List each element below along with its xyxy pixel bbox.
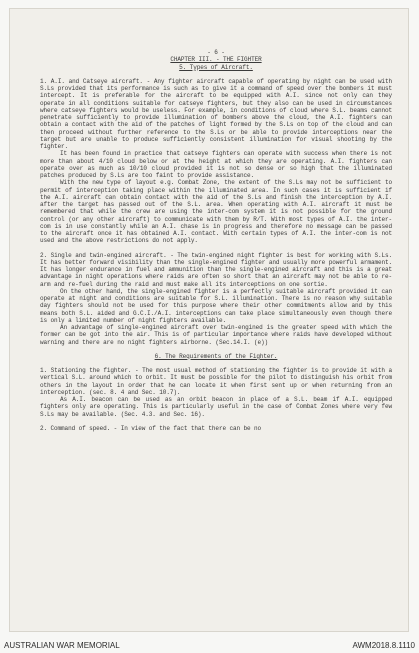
paragraph-2: It has been found in practice that catseye fighters can operate with success when there is not more than about 4/10 cloud below or at the height at which they are operating. A.I. fighters can operate over as much as 10/10 cloud provided it is not so dense or so high that the illuminated patches produced by S.Ls are too faint to provide assistance. — [40, 150, 392, 179]
page-number: - 6 - — [207, 49, 225, 56]
paragraph-5: On the other hand, the single-engined fighter is a perfectly suitable aircraft provided it can operate at night and conditions are suitable for S.L. illumination. There is no reason why suitable day fighters should not be used for this purpose where their other commitments allow and by this means both S.L. aided and G.C.I./A.I. interceptions can take place simultaneously even though there is only a limited number of night fighters available. — [40, 287, 392, 324]
paragraph-4: 2. Single and twin-engined aircraft. - The twin-engined night fighter is best for working with S.Ls. It has better forward visibility than the single-engined fighter and usually more powerful armament. It has longer endurance in fuel and ammunition than the single-engined aircraft and this is a great advantage in night operations where raids are often so short that an aircraft may not be able to re-arm and re-fuel during the raid and must make all its interceptions on one sortie. — [40, 251, 392, 288]
attribution-footer — [0, 640, 419, 653]
paragraph-6: An advantage of single-engined aircraft over twin-engined is the greater speed with which the former can be got into the air. This is of particular importance where raids have developed without warning and there are no night fighters airborne. (Sec.14.I. (e)) — [40, 324, 392, 346]
footer-reference: AWM2018.8.1110 — [352, 641, 415, 650]
section-heading-5: 5. Types of Aircraft. — [179, 63, 253, 71]
footer-source: AUSTRALIAN WAR MEMORIAL — [4, 641, 120, 650]
section-heading-6: 6. The Requirements of the Fighter. — [154, 352, 278, 360]
document-page — [9, 8, 409, 632]
document-body — [40, 49, 392, 432]
paragraph-7: 1. Stationing the fighter. - The most usual method of stationing the fighter is to provide it with a vertical S.L. around which to orbit. It must be possible for the pilot to distinguish his orbit from others in the layout in order that he can locate it when first sent up or when returning from an interception. (sec. 8. 4 and Sec. 10.7). — [40, 367, 392, 396]
paragraph-9: 2. Command of speed. - In view of the fact that there can be no — [40, 424, 262, 432]
paragraph-3: With the new type of layout e.g. Combat Zone, the extent of the S.Ls may not be sufficient to permit of interception taking place within the illuminated area. In such cases it is sufficient if the A.I. aircraft can obtain contact with the aid of the S.Ls and finish the interception by A.I. after the target has passed out of the S.L. area. When operating with A.I. aircraft it must be remembered that while the crew are using the inter-com system it is not possible for the ground control (or any other aircraft) to communicate with them by R/T. With most types of A.I. the inter-com is in use constantly while an A.I. chase is in progress and therefore no message can be passed to the aircraft once it has obtained A.I. contact. With certain types of A.I. the inter-com is not used and the above restrictions do not apply. — [40, 179, 392, 245]
paragraph-8: As A.I. beacon can be used as an orbit beacon in place of a S.L. beam if A.I. equipped fighters only are operating. This is particularly useful in the case of Combat Zones where very few S.Ls may be available. (Sec. 4.3. and Sec. 16). — [40, 396, 392, 418]
paragraph-1: 1. A.I. and Catseye aircraft. - Any fighter aircraft capable of operating by night can be used with S.Ls provided that its performance is such as to give it a command of speed over the bombers it must intercept. It is preferable for the aircraft to be equipped with A.I. since not only can they operate in all conditions suitable for catseye fighters, but they also can be used in circumstances where catseye fighters would be useless. For example, in conditions of cloud where S.L. beams cannot penetrate sufficiently to provide illumination of bombers above the cloud, the A.I. fighters can obtain a contact with the aid of the patches of light formed by the S.Ls on top of the cloud and can then proceed without further reference to the S.Ls or be able to provide interceptions near the target but are unable to produce sufficiently consistent illumination for visual shooting by the fighter. — [40, 77, 392, 150]
chapter-heading: CHAPTER III. - THE FIGHTER — [170, 56, 262, 64]
